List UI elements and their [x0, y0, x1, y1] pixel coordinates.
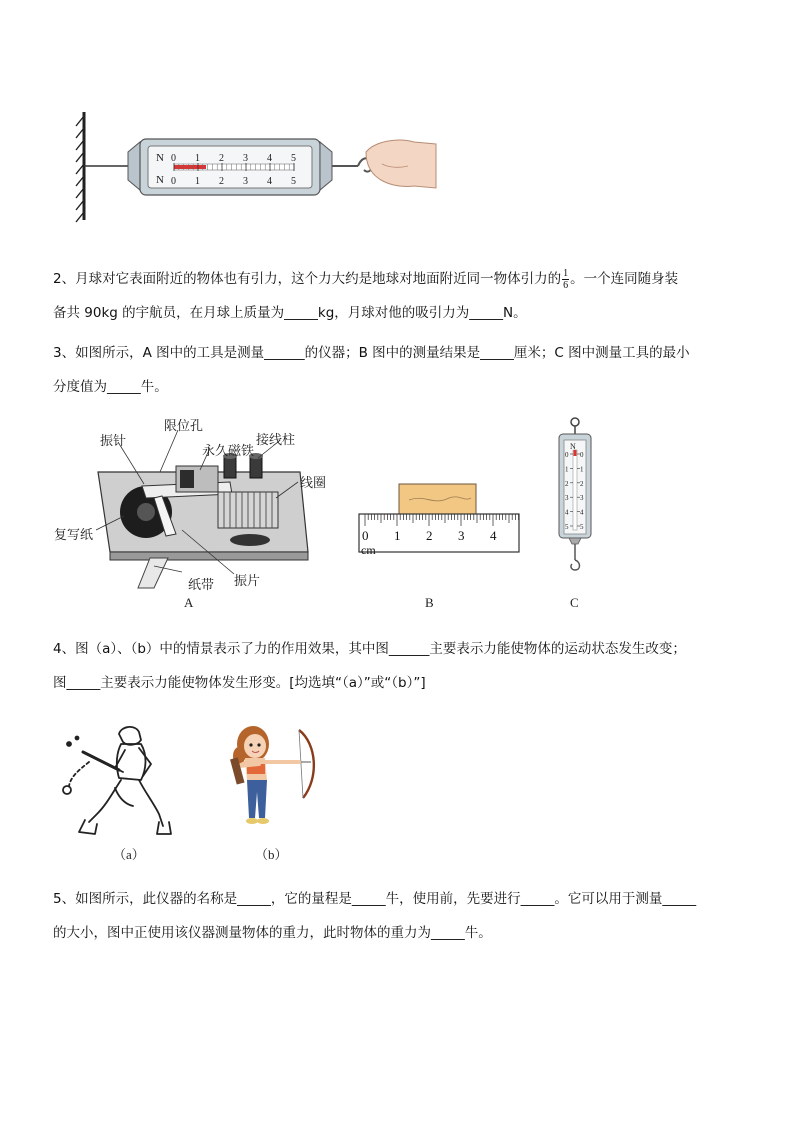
label-zhenpian: 振片: [234, 573, 261, 588]
ticker-timer-drawing: [50, 412, 340, 592]
figure-c-vertical-spring-scale: [545, 416, 615, 616]
vertical-scale-unit: N: [570, 442, 576, 451]
question-2-line-1: [53, 262, 743, 296]
top-scale-tick-label-upper: 4: [267, 153, 272, 164]
figure-a-ticker-timer: [50, 412, 340, 617]
vertical-scale-tick-label-left: 1: [565, 465, 569, 474]
vertical-scale-tick-label-left: 4: [565, 508, 569, 517]
top-scale-tick-label-lower: 2: [219, 176, 224, 187]
label-zhenzhen: 振针: [100, 433, 127, 448]
top-scale-unit-lower: N: [156, 174, 164, 186]
question-2-text-before-fraction: 2、月球对它表面附近的物体也有引力，这个力大约是地球对地面附近同一物体引力的: [53, 271, 562, 287]
question-4: [53, 632, 743, 700]
top-scale-tick-label-lower: 0: [171, 176, 176, 187]
ruler-unit-label: cm: [361, 543, 376, 557]
vertical-scale-tick-label-right: 0: [580, 451, 584, 459]
label-xianquan: 线圈: [300, 475, 327, 490]
fraction-one-sixth: [562, 268, 569, 291]
label-yongjiu-citie: 永久磁铁: [202, 443, 255, 458]
vertical-scale-tick-label-right: 2: [580, 479, 584, 488]
question-2-text-after-fraction: 。一个连同随身装: [570, 271, 679, 287]
question-4-line-1: 4、图（a）、（b）中的情景表示了力的作用效果，其中图______主要表示力能使物体的运动状态发生改变；: [53, 641, 686, 657]
top-scale-tick-label-lower: 5: [291, 176, 296, 187]
ruler-tick-label: 0: [362, 528, 369, 543]
caption-b: B: [425, 595, 434, 610]
top-scale-tick-label-upper: 1: [195, 153, 200, 164]
question-5-line-1: 5、如图所示，此仪器的名称是_____，它的量程是_____牛，使用前，先要进行_____。它可以用于测量_____: [53, 891, 697, 907]
fraction-denominator: 6: [563, 279, 569, 291]
question-5: [53, 882, 743, 950]
figure-4b-archer-girl: [225, 718, 335, 868]
question-3: [53, 336, 743, 404]
top-scale-tick-label-lower: 1: [195, 176, 200, 187]
vertical-scale-tick-label-right: 3: [580, 494, 584, 503]
label-xianweikong: 限位孔: [164, 418, 204, 433]
ruler-tick-label: 4: [490, 528, 497, 543]
caption-4b: （b）: [255, 847, 288, 862]
ruler-drawing: [355, 480, 525, 560]
caption-c: C: [570, 595, 579, 610]
vertical-scale-tick-label-left: 3: [565, 494, 569, 503]
question-2-line-2: 备共 90kg 的宇航员，在月球上质量为_____kg，月球对他的吸引力为_____N。: [53, 305, 527, 321]
ruler-tick-label: 3: [458, 528, 465, 543]
top-scale-unit-upper: N: [156, 152, 164, 164]
top-scale-tick-label-upper: 2: [219, 153, 224, 164]
top-scale-tick-label-upper: 5: [291, 153, 296, 164]
figure-horizontal-spring-scale: [70, 108, 450, 228]
label-fuxiezhi: 复写纸: [54, 527, 94, 542]
question-3-line-1: 3、如图所示，A 图中的工具是测量______的仪器；B 图中的测量结果是_____厘米；C 图中测量工具的最小: [53, 345, 690, 361]
label-jiexianzhu: 接线柱: [256, 432, 296, 447]
fraction-numerator: 1: [563, 267, 569, 279]
top-scale-tick-label-upper: 0: [171, 153, 176, 164]
caption-a: A: [184, 595, 194, 610]
top-scale-tick-label-upper: 3: [243, 153, 248, 164]
vertical-scale-tick-label-right: 4: [580, 508, 584, 517]
top-scale-tick-label-lower: 3: [243, 176, 248, 187]
batter-drawing: [55, 718, 185, 843]
vertical-scale-tick-label-right: 1: [580, 465, 584, 474]
question-4-line-2: 图_____主要表示力能使物体发生形变。[均选填“（a）”或“（b）”]: [53, 675, 426, 691]
question-5-line-2: 的大小，图中正使用该仪器测量物体的重力，此时物体的重力为_____牛。: [53, 925, 492, 941]
vertical-scale-tick-label-right: 5: [580, 523, 584, 531]
archer-girl-drawing: [225, 718, 335, 836]
label-zhidai: 纸带: [188, 577, 215, 592]
question-3-line-2: 分度值为_____牛。: [53, 379, 168, 395]
horizontal-spring-scale-drawing: [70, 108, 450, 228]
vertical-scale-tick-label-left: 2: [565, 479, 569, 488]
ruler-tick-label: 2: [426, 528, 433, 543]
figure-4a-batter: [55, 718, 185, 868]
vertical-scale-tick-label-left: 0: [565, 451, 569, 459]
vertical-spring-scale-drawing: [545, 416, 615, 586]
caption-4a: （a）: [113, 847, 145, 862]
figure-b-ruler: [355, 480, 525, 615]
ruler-tick-label: 1: [394, 528, 401, 543]
vertical-scale-tick-label-left: 5: [565, 523, 569, 531]
question-2: [53, 262, 743, 330]
top-scale-tick-label-lower: 4: [267, 176, 272, 187]
